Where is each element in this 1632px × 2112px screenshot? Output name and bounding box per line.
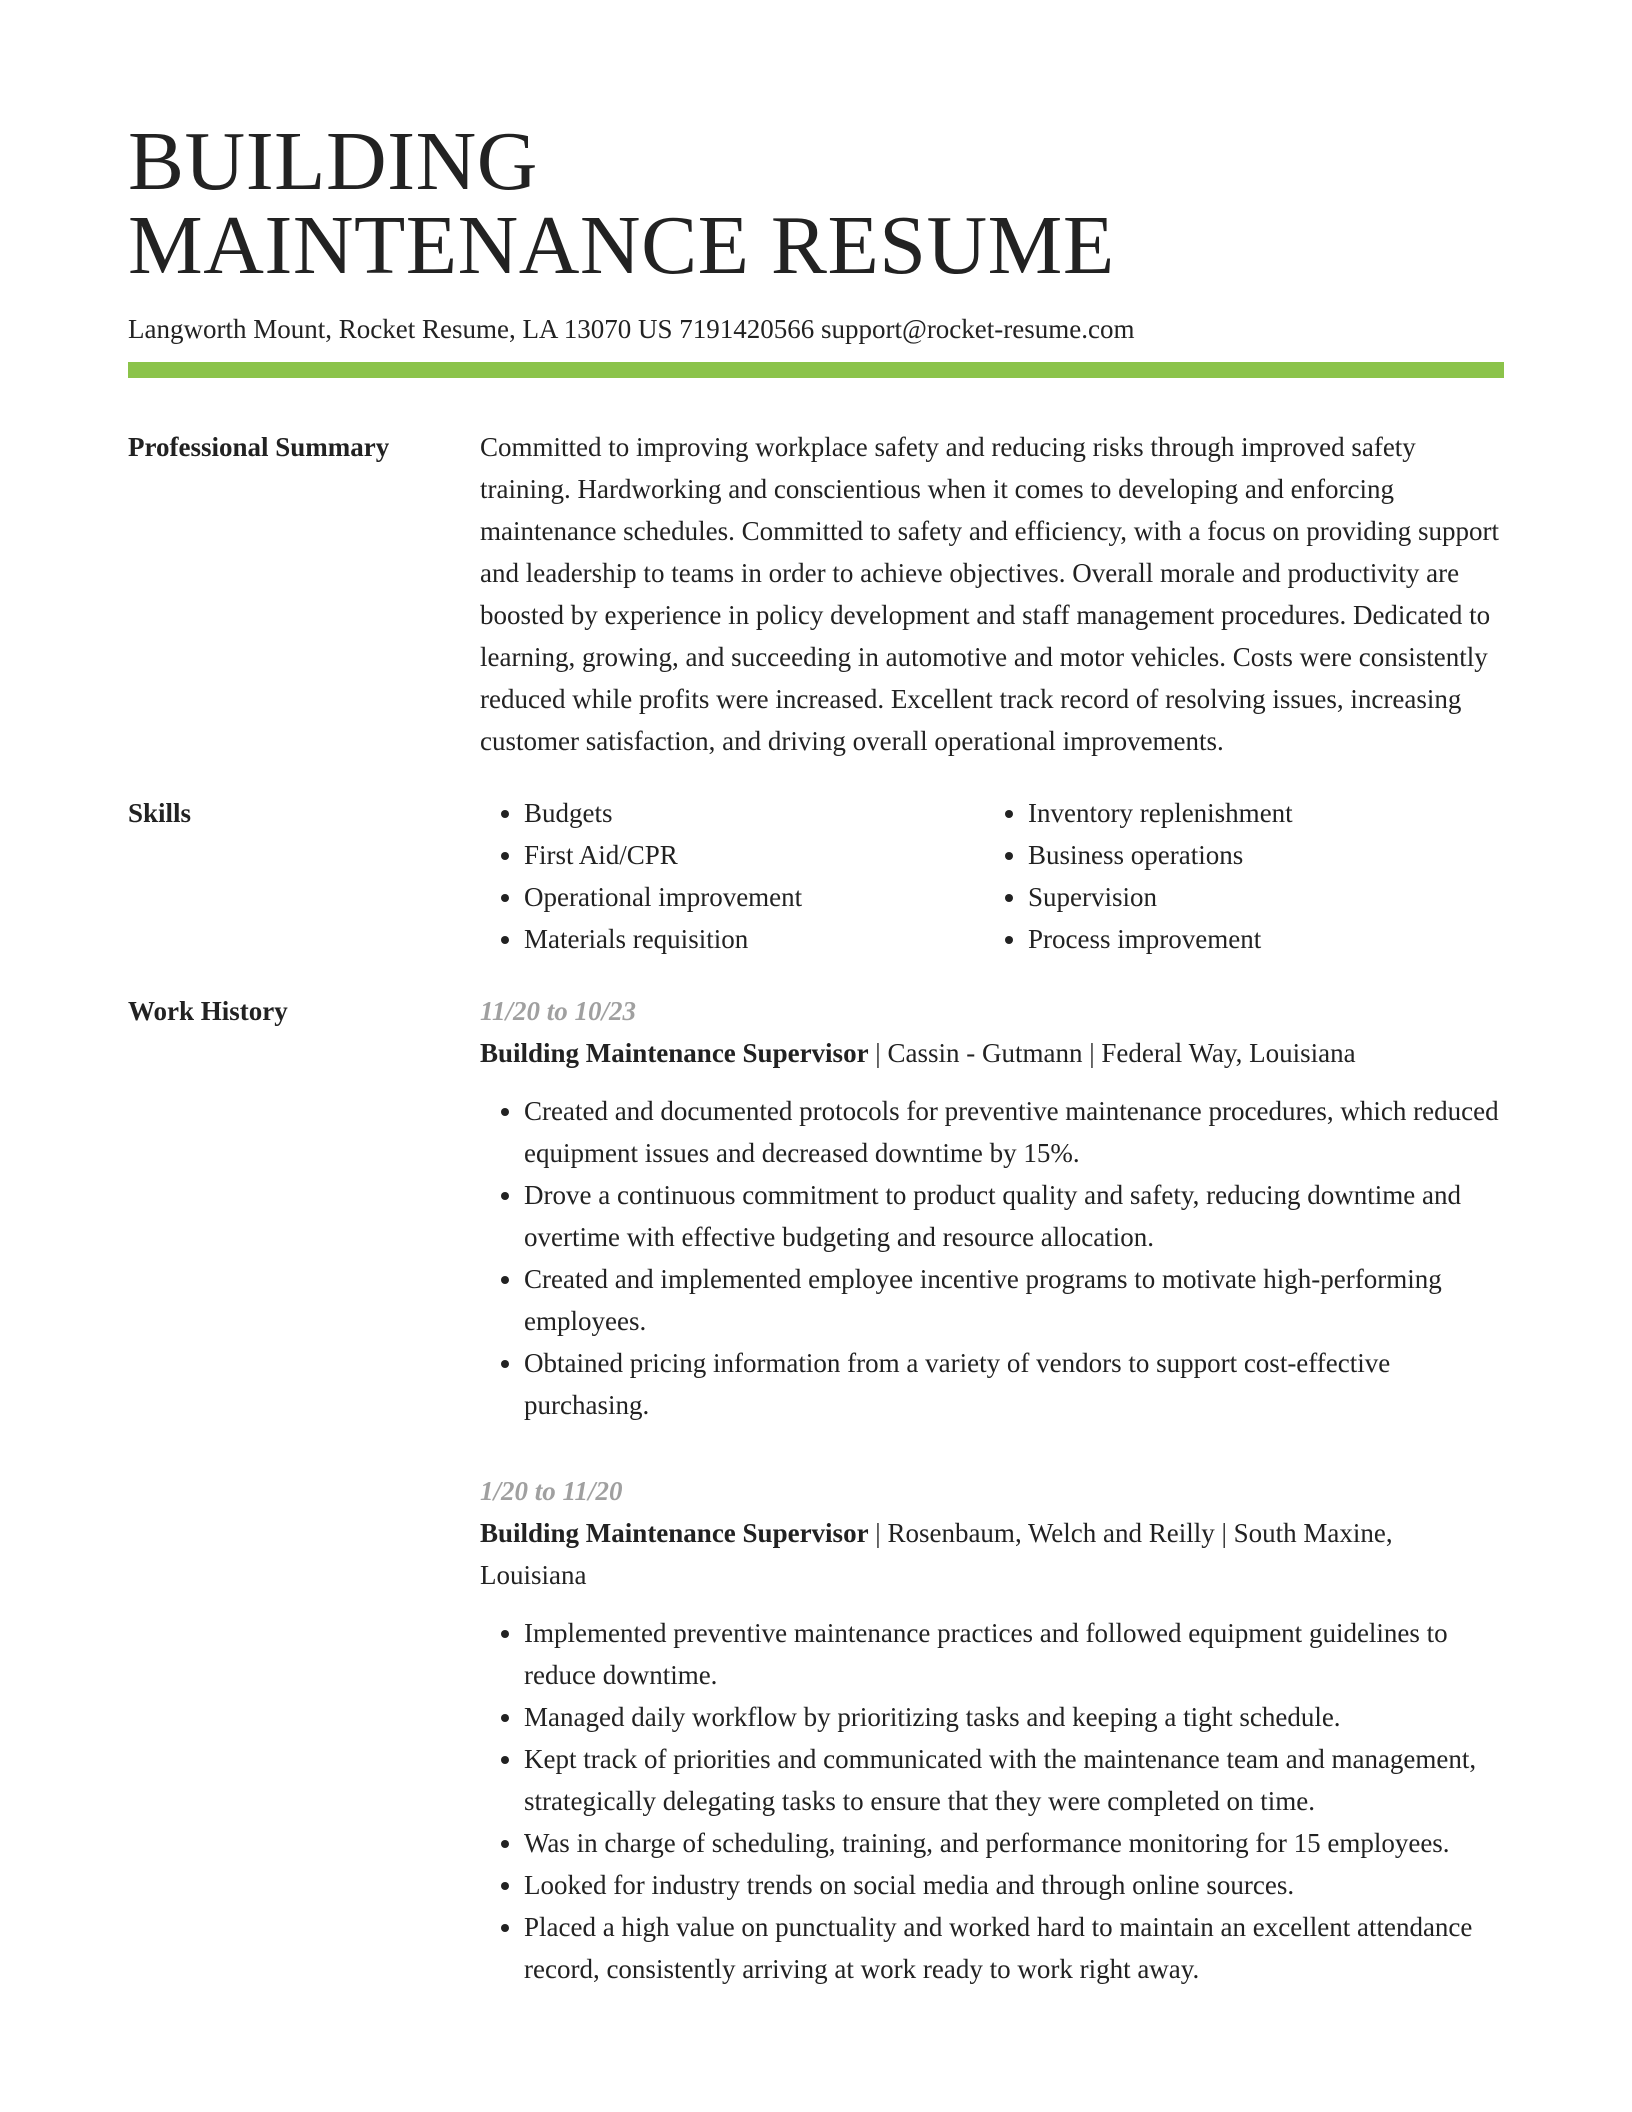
header-divider [128,362,1504,378]
skills-columns [480,792,1504,960]
skill-item: • Materials requisition [524,918,984,960]
resume-page [128,115,1504,2034]
job-bullet: • Kept track of priorities and communicated with the maintenance team and management, strategically delegating tasks to ensure that they were completed on time. [524,1738,1504,1822]
job-bullet: • Implemented preventive maintenance practices and followed equipment guidelines to reduce downtime. [524,1612,1504,1696]
section-label-skills: Skills [128,798,192,828]
skill-item: • Budgets [524,792,984,834]
job-heading [480,1032,1504,1074]
job-bullet: • Created and documented protocols for preventive maintenance procedures, which reduced equipment issues and decreased downtime by 15%. [524,1090,1504,1174]
resume-title [128,115,1504,292]
job-bullet: • Placed a high value on punctuality and worked hard to maintain an excellent attendance record, consistently arriving at work ready to work right away. [524,1906,1504,1990]
job-employer-location: | Rosenbaum, Welch and Reilly | South Maxine, Louisiana [480,1518,1393,1590]
summary-text: Committed to improving workplace safety and reducing risks through improved safety training. Hardworking and conscientious when it comes to developing and enforcing maintenance schedules. Committed to safety and efficiency, with a focus on providing support and leadership to teams in order to achieve objectives. Overall morale and productivity are boosted by experience in policy development and staff management procedures. Dedicated to learning, growing, and succeeding in automotive and motor vehicles. Costs were consistently reduced while profits were increased. Excellent track record of resolving issues, increasing customer satisfaction, and driving overall operational improvements. [480,432,1499,756]
job-title: Building Maintenance Supervisor [480,1518,869,1548]
skill-item: • Business operations [1028,834,1488,876]
job-bullet: • Looked for industry trends on social media and through online sources. [524,1864,1504,1906]
job-bullet: • Drove a continuous commitment to product quality and safety, reducing downtime and overtime with effective budgeting and resource allocation. [524,1174,1504,1258]
skills-list-right [984,792,1488,960]
job-heading [480,1512,1504,1596]
professional-summary-section [128,426,1504,762]
contact-info: Langworth Mount, Rocket Resume, LA 13070 US 7191420566 support@rocket-resume.com [128,314,1135,344]
job-bullet: • Managed daily workflow by prioritizing tasks and keeping a tight schedule. [524,1696,1504,1738]
skill-item: • Operational improvement [524,876,984,918]
skill-item: • First Aid/CPR [524,834,984,876]
skill-item: • Inventory replenishment [1028,792,1488,834]
job-title: Building Maintenance Supervisor [480,1038,869,1068]
job-responsibilities [480,1612,1504,1990]
job-responsibilities [480,1090,1504,1426]
job-entry [480,990,1504,1426]
job-bullet: • Was in charge of scheduling, training, and performance monitoring for 15 employees. [524,1822,1504,1864]
skill-item: • Process improvement [1028,918,1488,960]
job-bullet: • Created and implemented employee incentive programs to motivate high-performing employees. [524,1258,1504,1342]
job-bullet: • Obtained pricing information from a variety of vendors to support cost-effective purchasing. [524,1342,1504,1426]
skills-section [128,792,1504,960]
work-history-section [128,990,1504,2034]
skill-item: • Supervision [1028,876,1488,918]
section-label-work-history: Work History [128,996,288,1026]
job-employer-location: | Cassin - Gutmann | Federal Way, Louisiana [868,1038,1356,1068]
job-dates: 1/20 to 11/20 [480,1476,623,1506]
resume-title-line-1: BUILDING [128,115,538,208]
section-label-professional-summary: Professional Summary [128,432,390,462]
job-entry [480,1470,1504,1990]
skills-list-left [480,792,984,960]
resume-title-line-2: MAINTENANCE RESUME [128,199,1115,292]
job-dates: 11/20 to 10/23 [480,996,637,1026]
